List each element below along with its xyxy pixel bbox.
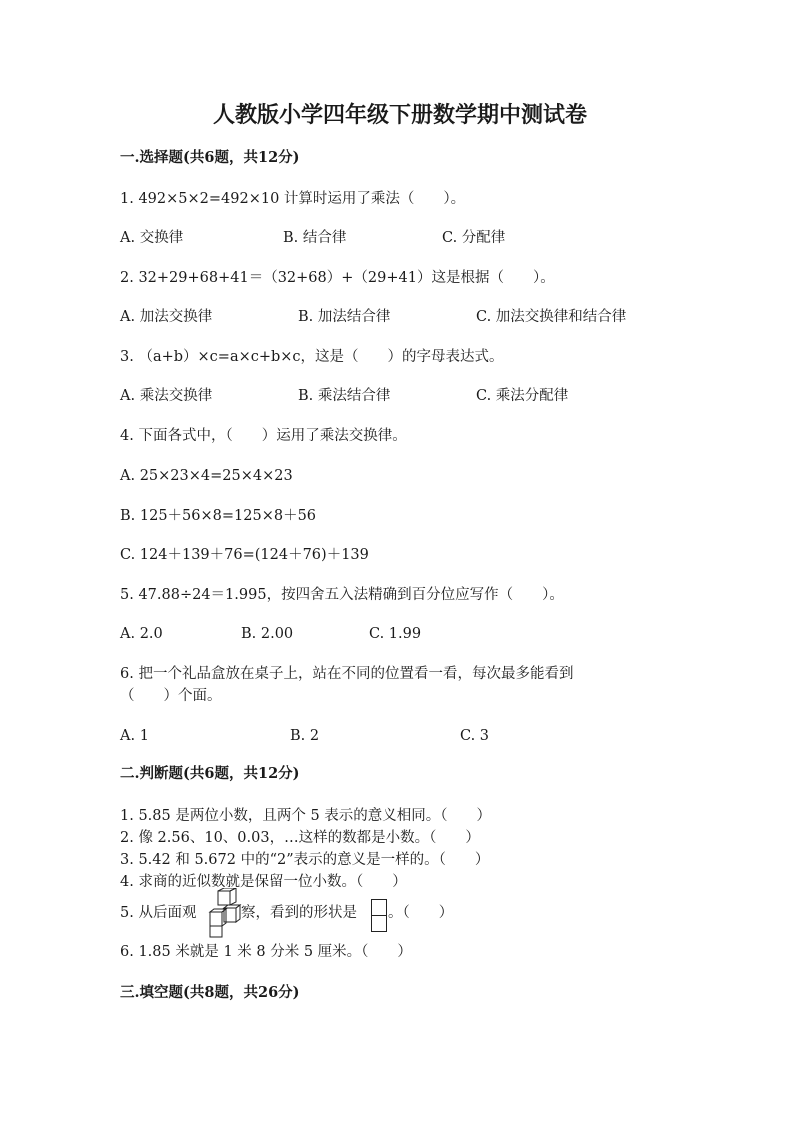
question-3-option-c: C. 乘法分配律 [476,388,569,404]
section-heading-multiple-choice: 一.选择题(共6题，共12分) [120,149,300,166]
question-3-option-a: A. 乘法交换律 [120,388,213,404]
question-5-stem: 5. 47.88÷24＝1.995，按四舍五入法精确到百分位应写作（ ）。 [120,587,564,603]
judgement-item-5-part2: 察，看到的形状是 [241,905,357,921]
question-6-option-c: C. 3 [460,728,490,744]
two-stacked-squares-icon [371,899,387,933]
judgement-item-3: 3. 5.42 和 5.672 中的“2”表示的意义是一样的。（ ） [120,852,490,868]
question-5-option-a: A. 2.0 [120,626,163,642]
question-1-option-c: C. 分配律 [442,230,506,246]
judgement-item-1: 1. 5.85 是两位小数，且两个 5 表示的意义相同。（ ） [120,808,492,824]
question-4-option-b: B. 125＋56×8=125×8＋56 [120,508,317,524]
question-3-stem: 3. （a+b）×c=a×c+b×c，这是（ ）的字母表达式。 [120,349,504,365]
section-heading-true-false: 二.判断题(共6题，共12分) [120,765,300,782]
question-2-option-b: B. 加法结合律 [298,309,391,325]
question-1-option-a: A. 交换律 [120,230,184,246]
question-4-option-c: C. 124＋139＋76=(124＋76)＋139 [120,547,369,563]
question-5-option-c: C. 1.99 [369,626,422,642]
question-6-option-b: B. 2 [290,728,320,744]
judgement-item-2: 2. 像 2.56、10、0.03，…这样的数都是小数。（ ） [120,830,480,846]
question-4-option-a: A. 25×23×4=25×4×23 [120,468,293,484]
question-6-option-a: A. 1 [120,728,149,744]
question-1-stem: 1. 492×5×2=492×10 计算时运用了乘法（ ）。 [120,191,466,207]
question-2-option-c: C. 加法交换律和结合律 [476,309,627,325]
question-6-stem-line1: 6. 把一个礼品盒放在桌子上，站在不同的位置看一看，每次最多能看到 [120,666,574,682]
stacked-cubes-figure-icon [206,888,242,938]
question-3-option-b: B. 乘法结合律 [298,388,391,404]
page-title: 人教版小学四年级下册数学期中测试卷 [212,102,587,128]
question-1-option-b: B. 结合律 [283,230,347,246]
judgement-item-5-part3: 。（ ） [388,905,454,921]
judgement-item-5-part1: 5. 从后面观 [120,905,197,921]
question-2-stem: 2. 32+29+68+41＝（32+68）+（29+41）这是根据（ ）。 [120,270,555,286]
question-5-option-b: B. 2.00 [241,626,294,642]
section-heading-fill-in: 三.填空题(共8题，共26分) [120,984,300,1001]
question-6-stem-line2: （ ）个面。 [120,688,222,704]
question-4-stem: 4. 下面各式中，（ ）运用了乘法交换律。 [120,428,407,444]
judgement-item-6: 6. 1.85 米就是 1 米 8 分米 5 厘米。（ ） [120,944,412,960]
question-2-option-a: A. 加法交换律 [120,309,213,325]
judgement-item-4: 4. 求商的近似数就是保留一位小数。（ ） [120,874,407,890]
